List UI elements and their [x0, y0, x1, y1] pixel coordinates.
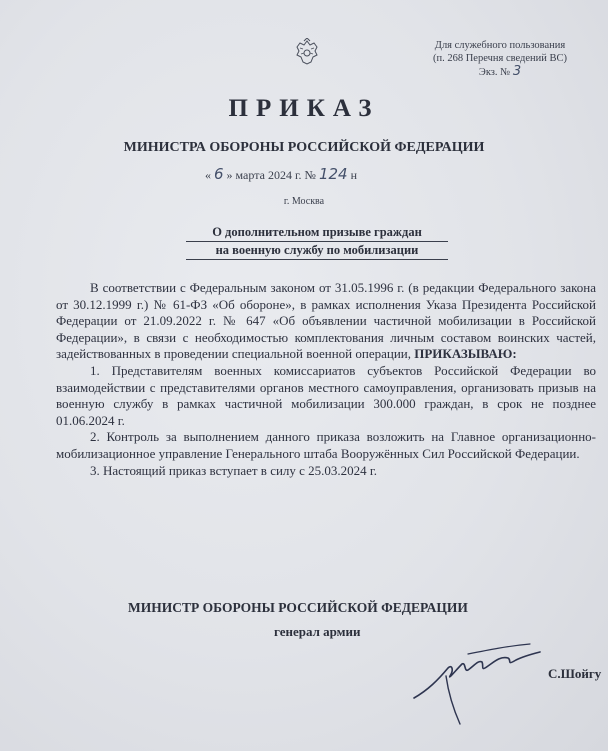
order-item-1: 1. Представителям военных комиссариатов субъектов Российской Федерации во взаимодействии с представителями органов местного самоуправления, организовать призыв на военную службу в рамках частичной мобилизации 300.000 граждан, в срок не позднее 01.06.2024 г.: [56, 362, 596, 428]
copy-label: Экз. №: [478, 67, 511, 78]
signatory-rank: генерал армии: [274, 624, 361, 639]
quote-open: «: [205, 168, 211, 182]
order-number: 124: [318, 165, 348, 183]
preamble-paragraph: [56, 280, 596, 363]
quote-close: »: [226, 168, 233, 182]
preamble-text: В соответствии с Федеральным законом от 31.05.1996 г. (в редакции Федерального закона от 30.12.1999 г.) № 61-ФЗ «Об обороне», в рамках исполнения Указа Президента Российской Федерации от 21.09.2022 г. № 647 «Об объявлении частичной мобилизации в Российской Федерации», в связи с необходимостью комплектования личным составом воинских частей, задействованных в проведении специальной военной операции,: [56, 280, 596, 362]
order-item-3: 3. Настоящий приказ вступает в силу с 25.03.2024 г.: [90, 462, 378, 478]
order-item-2: 2. Контроль за выполнением данного приказа возложить на Главное организационно-мобилизационное управление Генерального штаба Вооружённых Сил Российской Федерации.: [56, 429, 596, 461]
order-body: [56, 280, 596, 479]
number-label: №: [304, 168, 316, 182]
stamp-line-2: (п. 268 Перечня сведений ВС): [432, 53, 568, 64]
issue-city: г. Москва: [283, 196, 325, 207]
copy-number: 3: [512, 64, 522, 79]
document-issuer: МИНИСТРА ОБОРОНЫ РОССИЙСКОЙ ФЕДЕРАЦИИ: [123, 140, 485, 155]
order-month-year: марта 2024 г.: [235, 168, 302, 182]
subject-line-2: на военную службу по мобилизации: [186, 242, 448, 260]
order-subject: [186, 224, 448, 260]
signatory-name: С.Шойгу: [548, 666, 602, 681]
classification-stamp: [395, 39, 605, 79]
subject-line-1: О дополнительном призыве граждан: [186, 224, 448, 242]
stamp-line-1: Для служебного пользования: [434, 40, 566, 51]
signatory-title: МИНИСТР ОБОРОНЫ РОССИЙСКОЙ ФЕДЕРАЦИИ: [128, 600, 468, 615]
coat-of-arms-icon: [294, 38, 320, 66]
copy-number-line: [395, 65, 605, 79]
handwritten-signature: [408, 640, 548, 730]
order-date-line: [205, 165, 425, 183]
order-day: 6: [214, 165, 224, 183]
document-title: ПРИКАЗ: [228, 95, 380, 122]
order-word: ПРИКАЗЫВАЮ:: [414, 346, 517, 362]
order-number-suffix: н: [350, 168, 358, 182]
